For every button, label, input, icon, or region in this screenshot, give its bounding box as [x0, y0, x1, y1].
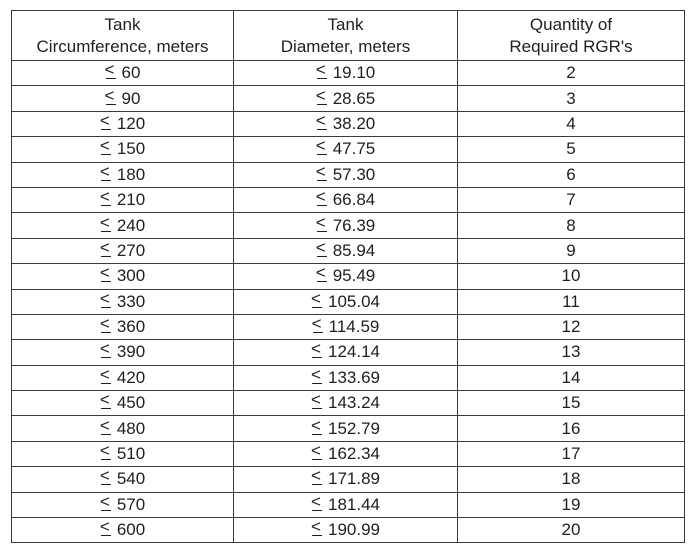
table-row — [12, 314, 685, 339]
diameter-value: 28.65 — [332, 88, 376, 108]
quantity-value: 17 — [561, 444, 581, 464]
less-than-or-equal-icon — [100, 522, 112, 536]
less-than-or-equal-icon — [100, 446, 112, 460]
quantity-value: 15 — [561, 393, 581, 413]
table-row — [12, 111, 685, 136]
less-than-or-equal-icon — [316, 243, 328, 257]
quantity-value: 16 — [561, 418, 581, 438]
circumference-value: 450 — [116, 393, 146, 413]
less-than-or-equal-icon — [100, 395, 112, 409]
less-than-or-equal-icon — [100, 497, 112, 511]
quantity-value: 2 — [566, 63, 576, 83]
diameter-value: 38.20 — [332, 113, 376, 133]
diameter-value: 190.99 — [328, 520, 380, 540]
circumference-value: 480 — [116, 418, 146, 438]
quantity-cell — [458, 111, 685, 136]
diameter-cell — [234, 314, 458, 339]
circumference-cell — [12, 492, 234, 517]
diameter-cell — [234, 416, 458, 441]
circumference-value: 420 — [116, 367, 146, 387]
circumference-cell — [12, 162, 234, 187]
table-row — [12, 467, 685, 492]
quantity-value: 14 — [561, 367, 581, 387]
circumference-value: 570 — [116, 494, 146, 514]
diameter-cell — [234, 391, 458, 416]
quantity-cell — [458, 137, 685, 162]
circumference-value: 150 — [116, 139, 146, 159]
quantity-cell — [458, 365, 685, 390]
diameter-value: 66.84 — [332, 190, 376, 210]
less-than-or-equal-icon — [100, 268, 112, 282]
diameter-cell — [234, 340, 458, 365]
table-row — [12, 416, 685, 441]
header-quantity-line1: Quantity of — [529, 14, 613, 34]
table-row — [12, 86, 685, 111]
less-than-or-equal-icon — [100, 141, 112, 155]
circumference-cell — [12, 365, 234, 390]
quantity-value: 20 — [561, 520, 581, 540]
less-than-or-equal-icon — [316, 218, 328, 232]
table-row — [12, 264, 685, 289]
diameter-cell — [234, 365, 458, 390]
less-than-or-equal-icon — [316, 116, 328, 130]
less-than-or-equal-icon — [316, 192, 328, 206]
circumference-value: 360 — [116, 317, 146, 337]
header-diameter — [234, 11, 458, 61]
quantity-cell — [458, 238, 685, 263]
less-than-or-equal-icon — [311, 294, 323, 308]
circumference-cell — [12, 213, 234, 238]
circumference-cell — [12, 86, 234, 111]
header-circumference-line2: Circumference, meters — [36, 36, 209, 56]
circumference-cell — [12, 137, 234, 162]
circumference-cell — [12, 518, 234, 543]
header-quantity — [458, 11, 685, 61]
table-row — [12, 213, 685, 238]
quantity-cell — [458, 518, 685, 543]
rgr-quantity-table — [11, 10, 685, 543]
quantity-cell — [458, 467, 685, 492]
table-row — [12, 61, 685, 86]
less-than-or-equal-icon — [100, 319, 112, 333]
circumference-cell — [12, 391, 234, 416]
circumference-cell — [12, 264, 234, 289]
table-header — [12, 11, 685, 61]
circumference-value: 270 — [116, 240, 146, 260]
diameter-cell — [234, 86, 458, 111]
circumference-cell — [12, 111, 234, 136]
less-than-or-equal-icon — [100, 243, 112, 257]
quantity-cell — [458, 314, 685, 339]
less-than-or-equal-icon — [312, 319, 324, 333]
table-row — [12, 391, 685, 416]
diameter-cell — [234, 111, 458, 136]
diameter-value: 162.34 — [328, 444, 380, 464]
header-diameter-line2: Diameter, meters — [280, 36, 411, 56]
diameter-value: 95.49 — [332, 266, 376, 286]
header-circumference — [12, 11, 234, 61]
quantity-cell — [458, 492, 685, 517]
diameter-value: 114.59 — [328, 317, 380, 337]
quantity-cell — [458, 289, 685, 314]
circumference-value: 390 — [116, 342, 146, 362]
quantity-cell — [458, 61, 685, 86]
diameter-value: 47.75 — [332, 139, 376, 159]
diameter-value: 76.39 — [332, 215, 376, 235]
less-than-or-equal-icon — [100, 471, 112, 485]
header-circumference-line1: Tank — [104, 14, 141, 34]
circumference-cell — [12, 467, 234, 492]
less-than-or-equal-icon — [100, 116, 112, 130]
less-than-or-equal-icon — [100, 344, 112, 358]
table-row — [12, 340, 685, 365]
circumference-cell — [12, 289, 234, 314]
quantity-cell — [458, 441, 685, 466]
table-row — [12, 365, 685, 390]
less-than-or-equal-icon — [311, 370, 323, 384]
diameter-cell — [234, 213, 458, 238]
circumference-value: 300 — [116, 266, 146, 286]
circumference-value: 210 — [116, 190, 146, 210]
circumference-cell — [12, 61, 234, 86]
diameter-cell — [234, 467, 458, 492]
quantity-cell — [458, 264, 685, 289]
header-row — [12, 11, 685, 61]
circumference-value: 330 — [116, 291, 146, 311]
less-than-or-equal-icon — [100, 421, 112, 435]
circumference-value: 510 — [116, 444, 146, 464]
circumference-cell — [12, 238, 234, 263]
diameter-value: 19.10 — [332, 63, 376, 83]
diameter-cell — [234, 137, 458, 162]
quantity-cell — [458, 340, 685, 365]
less-than-or-equal-icon — [105, 91, 117, 105]
quantity-value: 19 — [561, 494, 581, 514]
less-than-or-equal-icon — [316, 65, 328, 79]
circumference-cell — [12, 340, 234, 365]
quantity-value: 3 — [566, 88, 576, 108]
quantity-value: 11 — [562, 291, 580, 311]
circumference-value: 540 — [116, 469, 146, 489]
circumference-value: 240 — [116, 215, 146, 235]
less-than-or-equal-icon — [316, 167, 328, 181]
table-row — [12, 518, 685, 543]
quantity-cell — [458, 162, 685, 187]
quantity-cell — [458, 187, 685, 212]
quantity-value: 5 — [566, 139, 576, 159]
diameter-cell — [234, 518, 458, 543]
circumference-value: 600 — [116, 520, 146, 540]
diameter-cell — [234, 238, 458, 263]
diameter-value: 133.69 — [328, 367, 380, 387]
quantity-value: 8 — [566, 215, 576, 235]
circumference-value: 120 — [116, 113, 146, 133]
header-diameter-line1: Tank — [327, 14, 364, 34]
diameter-cell — [234, 441, 458, 466]
less-than-or-equal-icon — [100, 370, 112, 384]
diameter-cell — [234, 492, 458, 517]
less-than-or-equal-icon — [316, 141, 328, 155]
less-than-or-equal-icon — [100, 167, 112, 181]
quantity-value: 13 — [561, 342, 581, 362]
quantity-value: 9 — [566, 240, 576, 260]
circumference-cell — [12, 187, 234, 212]
quantity-value: 18 — [561, 469, 581, 489]
quantity-cell — [458, 213, 685, 238]
less-than-or-equal-icon — [100, 218, 112, 232]
quantity-value: 4 — [566, 113, 576, 133]
diameter-value: 181.44 — [328, 494, 380, 514]
less-than-or-equal-icon — [100, 294, 112, 308]
diameter-value: 85.94 — [332, 240, 376, 260]
table-body — [12, 61, 685, 543]
quantity-value: 10 — [561, 266, 581, 286]
circumference-value: 60 — [121, 63, 141, 83]
diameter-cell — [234, 61, 458, 86]
diameter-cell — [234, 264, 458, 289]
diameter-value: 152.79 — [328, 418, 380, 438]
less-than-or-equal-icon — [100, 192, 112, 206]
diameter-value: 124.14 — [328, 342, 380, 362]
circumference-value: 180 — [116, 164, 146, 184]
quantity-value: 7 — [566, 190, 576, 210]
quantity-cell — [458, 86, 685, 111]
circumference-cell — [12, 441, 234, 466]
header-quantity-line2: Required RGR's — [509, 36, 633, 56]
diameter-cell — [234, 162, 458, 187]
less-than-or-equal-icon — [311, 344, 323, 358]
diameter-value: 57.30 — [332, 164, 376, 184]
less-than-or-equal-icon — [311, 395, 323, 409]
less-than-or-equal-icon — [311, 497, 323, 511]
less-than-or-equal-icon — [316, 268, 328, 282]
quantity-cell — [458, 416, 685, 441]
diameter-value: 143.24 — [328, 393, 380, 413]
table-row — [12, 162, 685, 187]
quantity-cell — [458, 391, 685, 416]
diameter-value: 171.89 — [328, 469, 380, 489]
circumference-value: 90 — [121, 88, 141, 108]
table-row — [12, 187, 685, 212]
less-than-or-equal-icon — [316, 91, 328, 105]
table-container — [11, 10, 685, 543]
circumference-cell — [12, 416, 234, 441]
diameter-cell — [234, 187, 458, 212]
less-than-or-equal-icon — [311, 471, 323, 485]
table-row — [12, 238, 685, 263]
diameter-value: 105.04 — [328, 291, 380, 311]
less-than-or-equal-icon — [105, 65, 117, 79]
quantity-value: 12 — [561, 317, 581, 337]
circumference-cell — [12, 314, 234, 339]
less-than-or-equal-icon — [311, 522, 323, 536]
less-than-or-equal-icon — [311, 421, 323, 435]
less-than-or-equal-icon — [311, 446, 323, 460]
diameter-cell — [234, 289, 458, 314]
table-row — [12, 492, 685, 517]
table-row — [12, 289, 685, 314]
table-row — [12, 137, 685, 162]
quantity-value: 6 — [566, 164, 576, 184]
table-row — [12, 441, 685, 466]
